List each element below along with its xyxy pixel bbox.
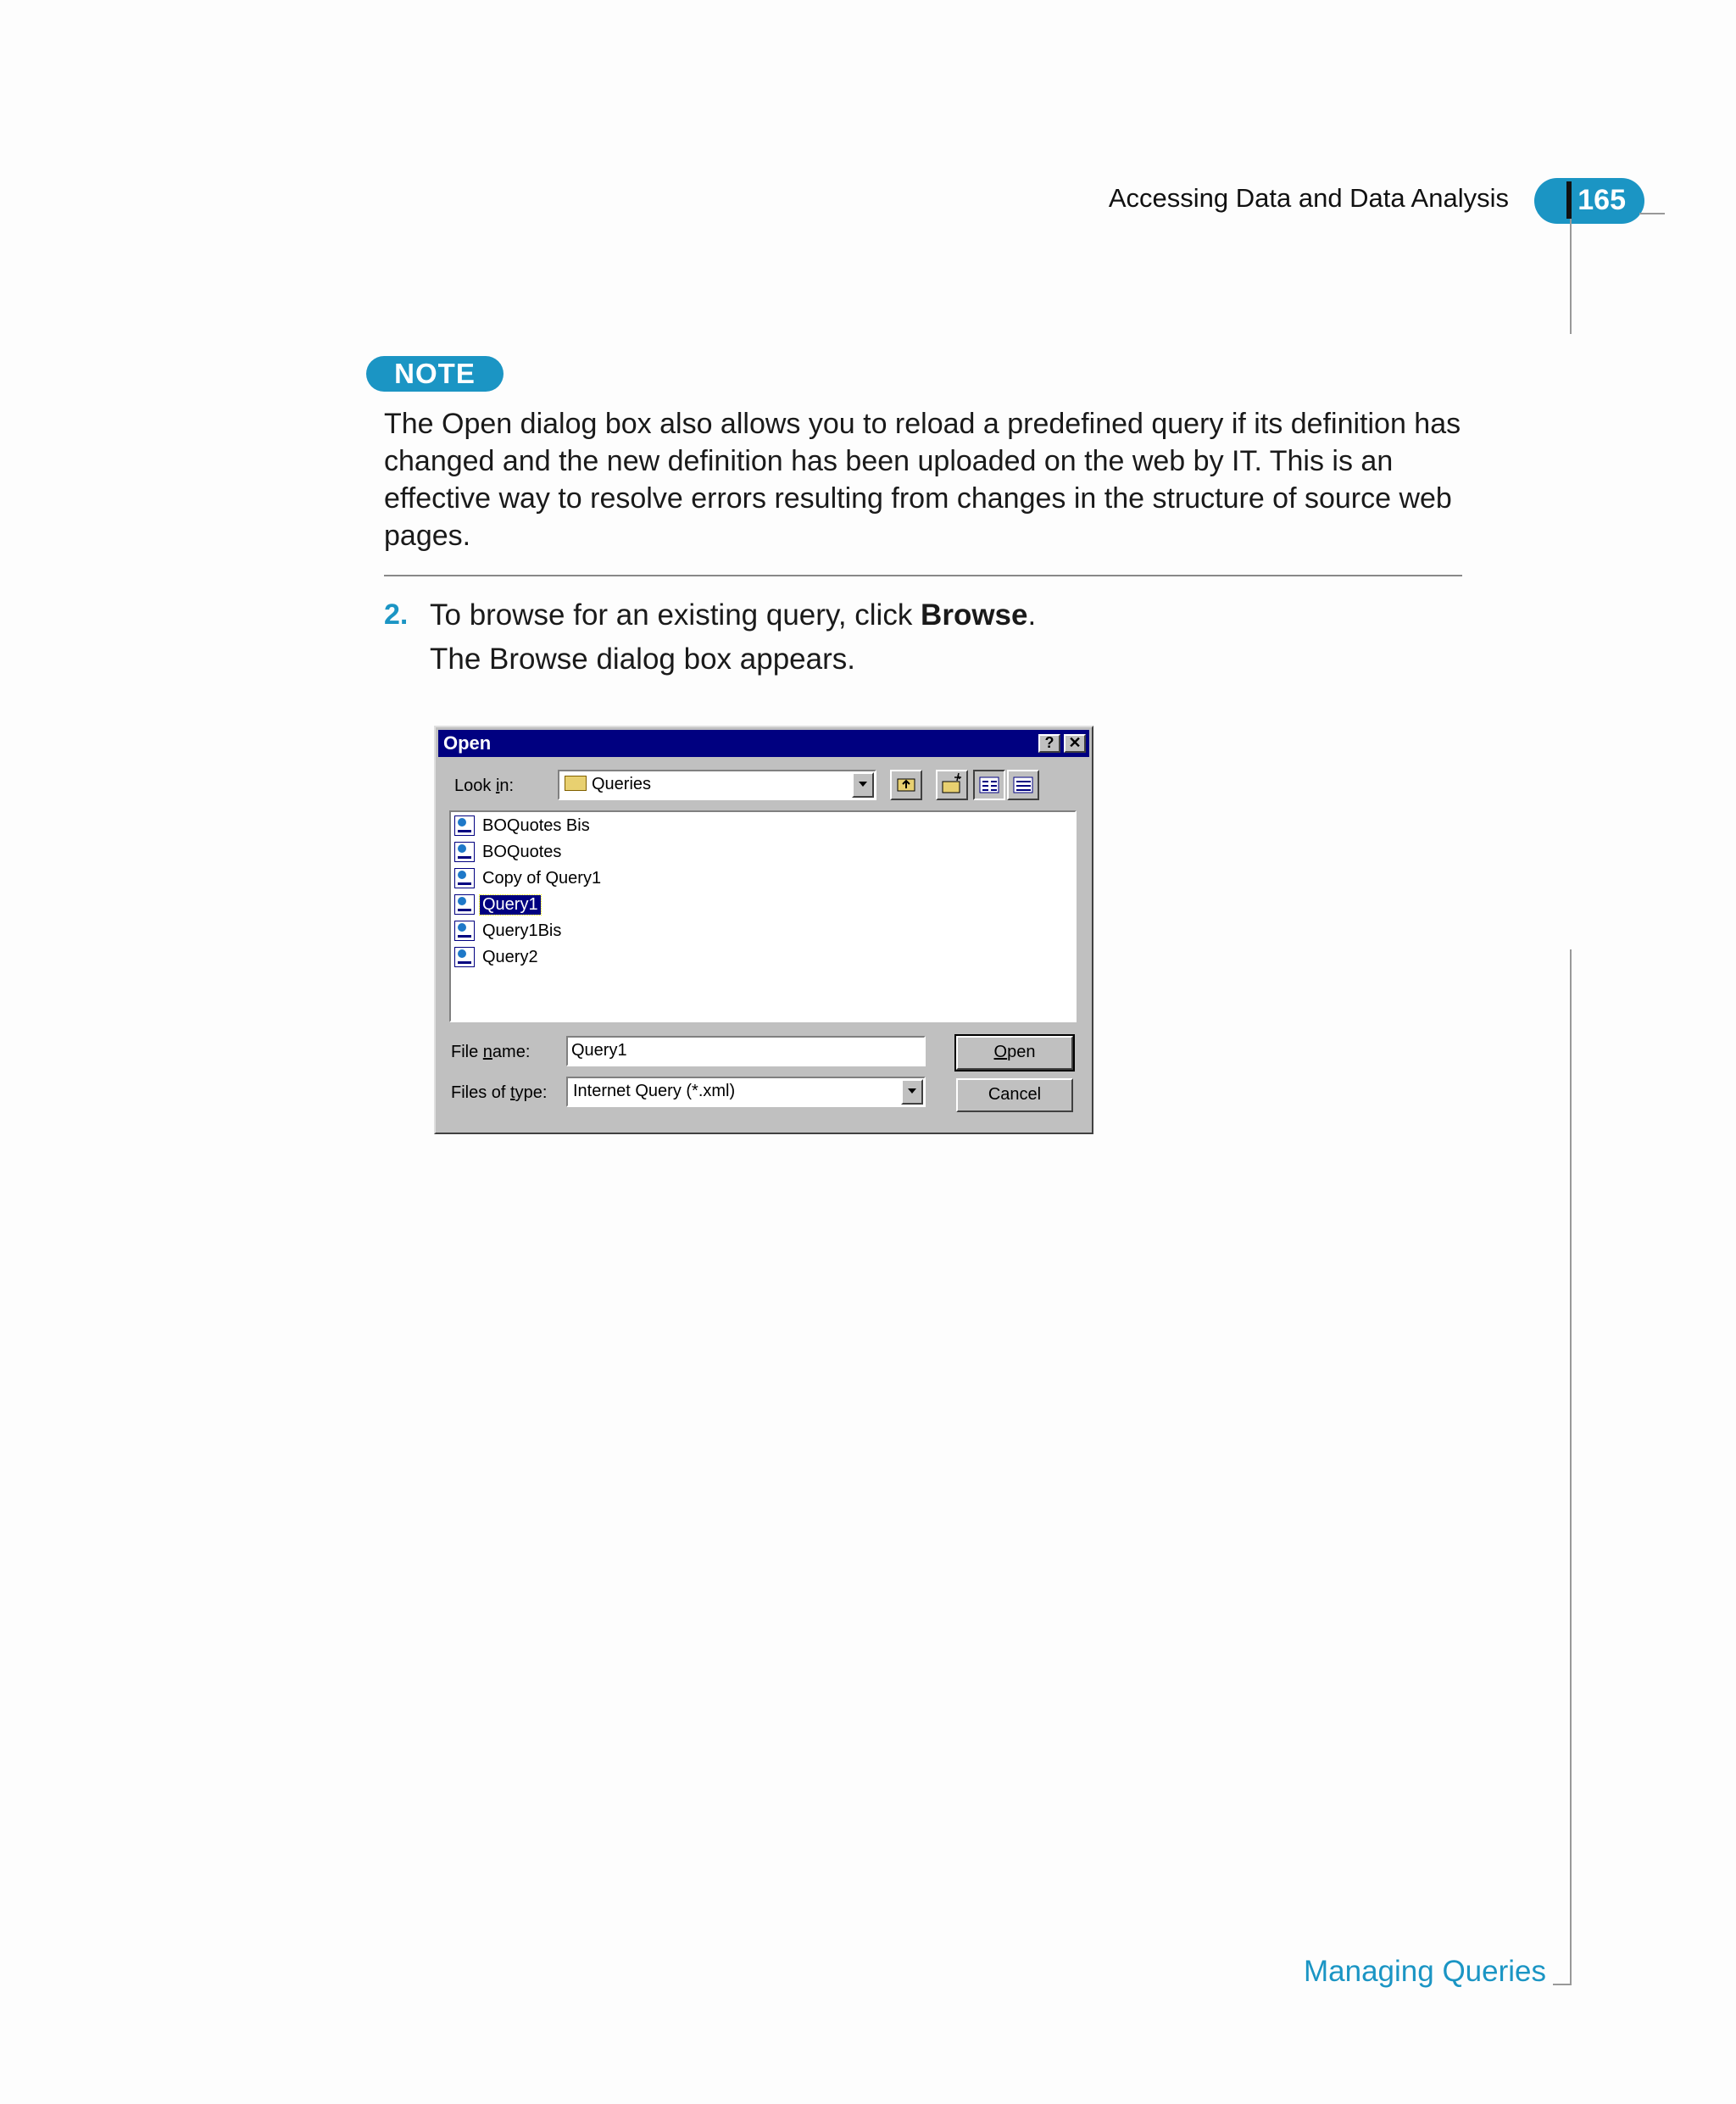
list-item-selected[interactable]: Query1 <box>454 893 541 916</box>
note-text: The Open dialog box also allows you to reload a predefined query if its definition has changed and the new definition has been uploaded on the web by IT. This is an effective way to resolve errors resulting from changes in the structure of source web pages. <box>384 408 1461 552</box>
page-number: 165 <box>1534 178 1644 224</box>
list-item[interactable]: Query1Bis <box>454 919 564 943</box>
folder-icon <box>565 776 587 791</box>
query-file-icon <box>454 894 475 915</box>
step-number: 2. <box>384 598 409 631</box>
file-type-label: Files of type: <box>451 1083 548 1102</box>
file-list[interactable] <box>449 810 1077 1022</box>
step-text-before: To browse for an existing query, click <box>430 598 921 632</box>
look-in-dropdown-button[interactable] <box>852 772 874 798</box>
open-dialog <box>434 726 1093 1134</box>
margin-rule-top <box>1570 219 1572 334</box>
list-item[interactable]: Query2 <box>454 945 541 969</box>
step-result: The Browse dialog box appears. <box>430 643 855 676</box>
query-file-icon <box>454 947 475 967</box>
file-type-select[interactable] <box>566 1077 926 1107</box>
help-button[interactable]: ? <box>1038 734 1060 753</box>
look-in-value: Queries <box>592 775 652 793</box>
step-instruction <box>430 598 1447 632</box>
list-item[interactable]: BOQuotes <box>454 840 564 864</box>
details-view-icon[interactable] <box>1007 770 1039 800</box>
file-type-dropdown-button[interactable] <box>901 1079 923 1105</box>
cancel-button[interactable]: Cancel <box>956 1078 1073 1112</box>
running-head: Accessing Data and Data Analysis <box>1108 183 1509 213</box>
header-rule <box>1639 213 1665 214</box>
step-text-bold: Browse <box>921 598 1028 632</box>
close-button[interactable]: ✕ <box>1064 734 1086 753</box>
footer-rule <box>1553 1984 1572 1985</box>
query-file-icon <box>454 868 475 888</box>
open-button[interactable]: Open <box>956 1036 1073 1070</box>
up-one-level-icon[interactable] <box>890 770 922 800</box>
file-name-label: File name: <box>451 1043 531 1061</box>
list-item[interactable]: Copy of Query1 <box>454 866 604 890</box>
file-name-field[interactable]: Query1 <box>566 1036 926 1066</box>
new-folder-icon[interactable] <box>936 770 968 800</box>
file-type-value: Internet Query (*.xml) <box>573 1082 736 1100</box>
footer-section-title: Managing Queries <box>1304 1955 1546 1988</box>
dialog-title: Open <box>443 732 492 754</box>
dialog-titlebar[interactable] <box>438 730 1089 757</box>
list-item[interactable]: BOQuotes Bis <box>454 814 593 838</box>
page-number-bar <box>1566 181 1572 219</box>
look-in-label: Look in: <box>454 776 515 795</box>
look-in-combo[interactable] <box>558 770 876 800</box>
list-view-icon[interactable] <box>973 770 1005 800</box>
query-file-icon <box>454 815 475 836</box>
query-file-icon <box>454 842 475 862</box>
step-text-after: . <box>1027 598 1037 632</box>
note-label: NOTE <box>366 356 504 392</box>
note-divider <box>384 575 1462 576</box>
query-file-icon <box>454 921 475 941</box>
margin-rule-bottom <box>1570 949 1572 1985</box>
